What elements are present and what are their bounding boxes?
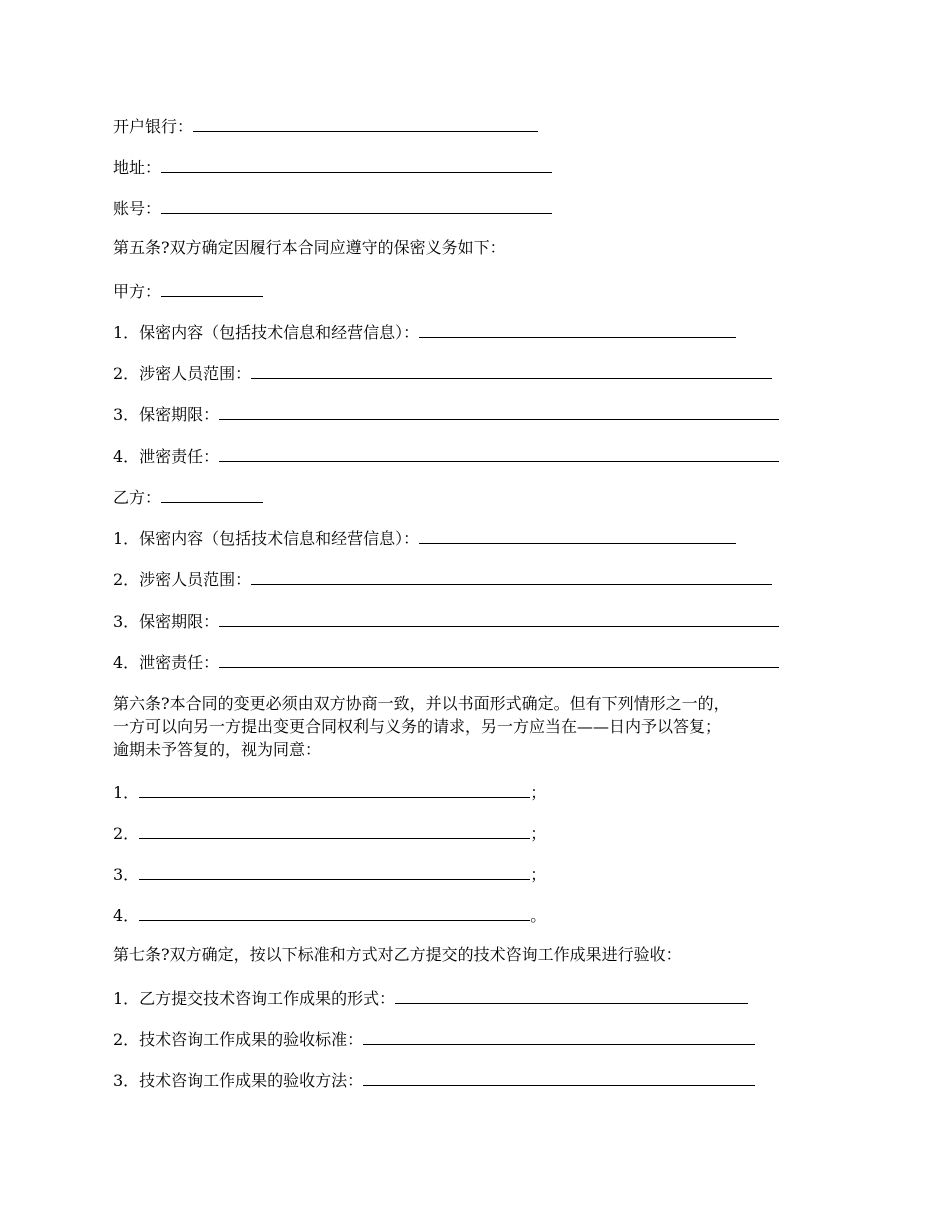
party-a-item: 3．保密期限： [113,402,779,424]
article7-item: 1．乙方提交技术咨询工作成果的形式： [113,986,748,1008]
party-b-line [113,485,263,507]
article7-item: 2．技术咨询工作成果的验收标准： [113,1027,755,1049]
address-line [113,155,552,177]
party-a-item: 4．泄密责任： [113,444,779,466]
account-blank [161,196,552,214]
account-line [113,196,552,218]
bank-blank [193,114,538,132]
party-b-label: 乙方： [113,488,162,507]
article6-paragraph: 第六条?本合同的变更必须由双方协商一致，并以书面形式确定。但有下列情形之一的， 一方可以向另一方提出变更合同权利与义务的请求，另一方应当在——日内予以答复； 逾期未予答复的，视为同意： [113,694,730,759]
article7-item: 3．技术咨询工作成果的验收方法： [113,1068,755,1090]
party-a-line [113,279,263,301]
article7-title: 第七条?双方确定，按以下标准和方式对乙方提交的技术咨询工作成果进行验收： [113,945,682,964]
party-a-blank [161,279,263,297]
party-a-item: 2．涉密人员范围： [113,361,772,383]
article6-item: 2． ； [113,821,546,843]
party-b-item: 4．泄密责任： [113,650,779,672]
address-label: 地址： [113,158,162,177]
bank-line [113,114,538,136]
party-a-label: 甲方： [113,282,162,301]
article6-item: 1． ； [113,780,546,802]
article6-item: 4． 。 [113,903,546,925]
party-a-item: 1．保密内容（包括技术信息和经营信息）： [113,320,736,342]
bank-label: 开户银行： [113,117,194,136]
party-b-item: 3．保密期限： [113,609,779,631]
address-blank [161,155,552,173]
article5-title: 第五条?双方确定因履行本合同应遵守的保密义务如下： [113,238,506,257]
party-b-blank [161,485,263,503]
account-label: 账号： [113,199,162,218]
party-b-item: 1．保密内容（包括技术信息和经营信息）： [113,526,736,548]
article6-item: 3． ； [113,862,546,884]
party-b-item: 2．涉密人员范围： [113,567,772,589]
